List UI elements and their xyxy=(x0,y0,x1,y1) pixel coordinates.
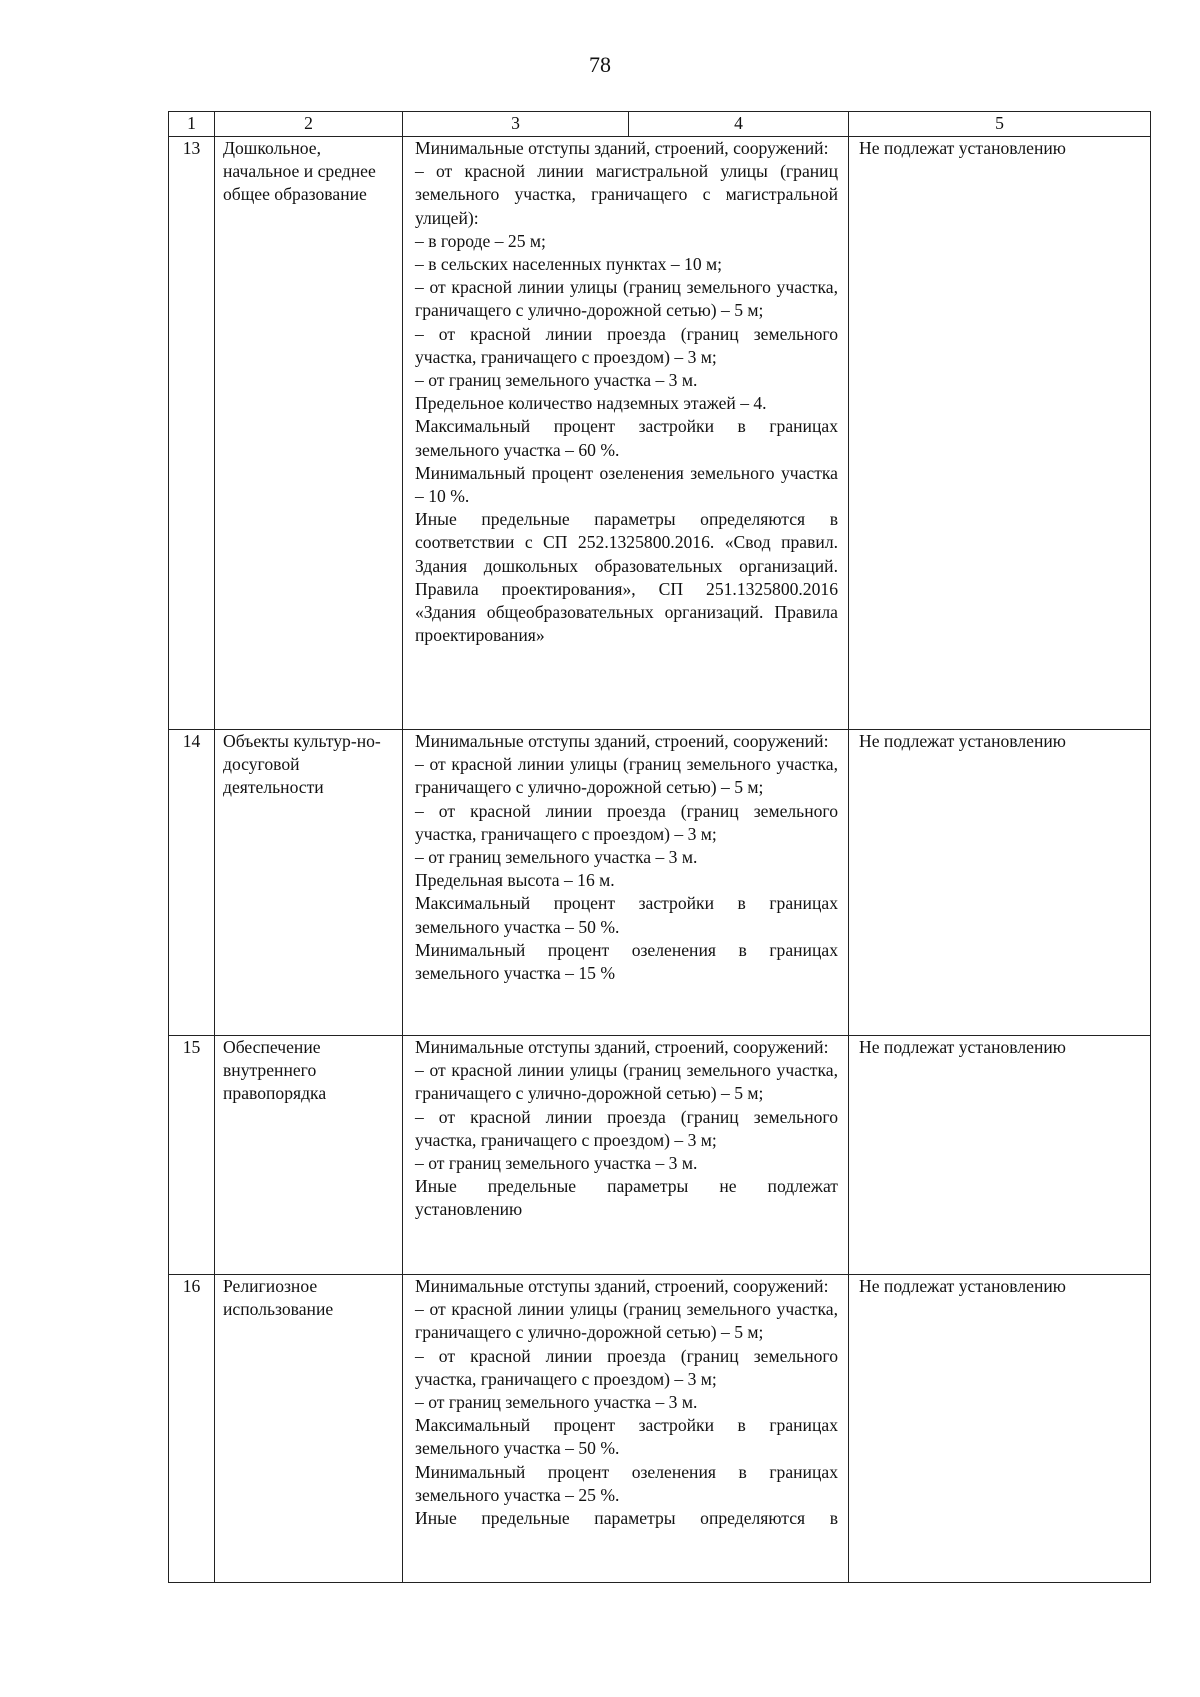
table-row xyxy=(169,730,1151,1036)
parameter-line: Максимальный процент застройки в границах земельного участка – 50 %. xyxy=(415,1415,838,1459)
parameters-cell xyxy=(403,1275,849,1583)
parameter-line: Предельная высота – 16 м. xyxy=(415,870,615,891)
parameter-line: Минимальные отступы зданий, строений, сооружений: xyxy=(415,1037,829,1057)
parameter-line: Иные предельные параметры определяются в соответствии с СП 252.1325800.2016. «Свод правил. Здания дошкольных образовательных организаций. Правила проектирования», СП 251.1325800.2016 «Здания общеобразовательных организаций. Правила проектирования» xyxy=(415,509,838,646)
parameter-line: Минимальные отступы зданий, строений, сооружений: xyxy=(415,138,829,158)
restriction-cell: Не подлежат установлению xyxy=(849,137,1151,730)
row-number: 16 xyxy=(169,1275,215,1583)
parameter-line: – от красной линии проезда (границ земельного участка, граничащего с проездом) – 3 м; xyxy=(415,1345,838,1389)
parameter-line: Иные предельные параметры не подлежат установлению xyxy=(415,1176,838,1220)
restriction-cell: Не подлежат установлению xyxy=(849,1275,1151,1583)
parameter-line: Минимальные отступы зданий, строений, сооружений: xyxy=(415,731,829,751)
column-header-2: 2 xyxy=(215,112,403,137)
parameter-line: Минимальный процент озеленения в границах земельного участка – 25 %. xyxy=(415,1461,838,1505)
land-use-type: Объекты культур-но-досуговой деятельности xyxy=(215,730,403,1036)
column-header-1: 1 xyxy=(169,112,215,137)
row-number: 13 xyxy=(169,137,215,730)
table-row xyxy=(169,1275,1151,1583)
parameter-line: Максимальный процент застройки в границах земельного участка – 50 %. xyxy=(415,893,838,937)
parameter-line: – от красной линии улицы (границ земельного участка, граничащего с улично-дорожной сетью) – 5 м; xyxy=(415,1299,838,1343)
restriction-cell: Не подлежат установлению xyxy=(849,730,1151,1036)
parameter-line: – от границ земельного участка – 3 м. xyxy=(415,847,698,868)
column-header-3: 3 xyxy=(403,112,629,137)
parameter-line: – от красной линии улицы (границ земельного участка, граничащего с улично-дорожной сетью) – 5 м; xyxy=(415,277,838,321)
column-number-row xyxy=(169,112,1151,137)
land-use-type: Дошкольное, начальное и среднее общее образование xyxy=(215,137,403,730)
row-number: 14 xyxy=(169,730,215,1036)
table-row xyxy=(169,1036,1151,1275)
row-number: 15 xyxy=(169,1036,215,1275)
parameter-line: – от границ земельного участка – 3 м. xyxy=(415,1153,698,1174)
parameter-line: Предельное количество надземных этажей – 4. xyxy=(415,393,767,414)
restriction-cell: Не подлежат установлению xyxy=(849,1036,1151,1275)
parameter-line: Иные предельные параметры определяются в xyxy=(415,1508,838,1529)
parameter-line: – от границ земельного участка – 3 м. xyxy=(415,1392,698,1413)
land-use-type: Обеспечение внутреннего правопорядка xyxy=(215,1036,403,1275)
parameter-line: – от красной линии улицы (границ земельного участка, граничащего с улично-дорожной сетью) – 5 м; xyxy=(415,1060,838,1104)
parameter-line: – от красной линии улицы (границ земельного участка, граничащего с улично-дорожной сетью) – 5 м; xyxy=(415,754,838,798)
parameter-line: – от границ земельного участка – 3 м. xyxy=(415,370,698,391)
page-number: 78 xyxy=(589,52,611,77)
land-use-type: Религиозное использование xyxy=(215,1275,403,1583)
parameters-cell xyxy=(403,1036,849,1275)
regulations-table xyxy=(168,111,1151,1583)
column-header-4: 4 xyxy=(629,112,849,137)
parameter-line: Максимальный процент застройки в границах земельного участка – 60 %. xyxy=(415,416,838,460)
parameters-cell xyxy=(403,730,849,1036)
parameter-line: – от красной линии проезда (границ земельного участка, граничащего с проездом) – 3 м; xyxy=(415,323,838,367)
parameter-line: – в сельских населенных пунктах – 10 м; xyxy=(415,254,723,275)
column-header-5: 5 xyxy=(849,112,1151,137)
parameter-line: – от красной линии проезда (границ земельного участка, граничащего с проездом) – 3 м; xyxy=(415,1106,838,1150)
table-row xyxy=(169,137,1151,730)
parameter-line: – от красной линии магистральной улицы (границ земельного участка, граничащего с магистральной улицей): xyxy=(415,161,838,228)
parameter-line: – от красной линии проезда (границ земельного участка, граничащего с проездом) – 3 м; xyxy=(415,800,838,844)
parameter-line: – в городе – 25 м; xyxy=(415,230,546,251)
parameter-line: Минимальный процент озеленения в границах земельного участка – 15 % xyxy=(415,939,838,984)
parameters-cell xyxy=(403,137,849,730)
parameter-line: Минимальный процент озеленения земельного участка – 10 %. xyxy=(415,462,838,507)
parameter-line: Минимальные отступы зданий, строений, сооружений: xyxy=(415,1276,829,1296)
